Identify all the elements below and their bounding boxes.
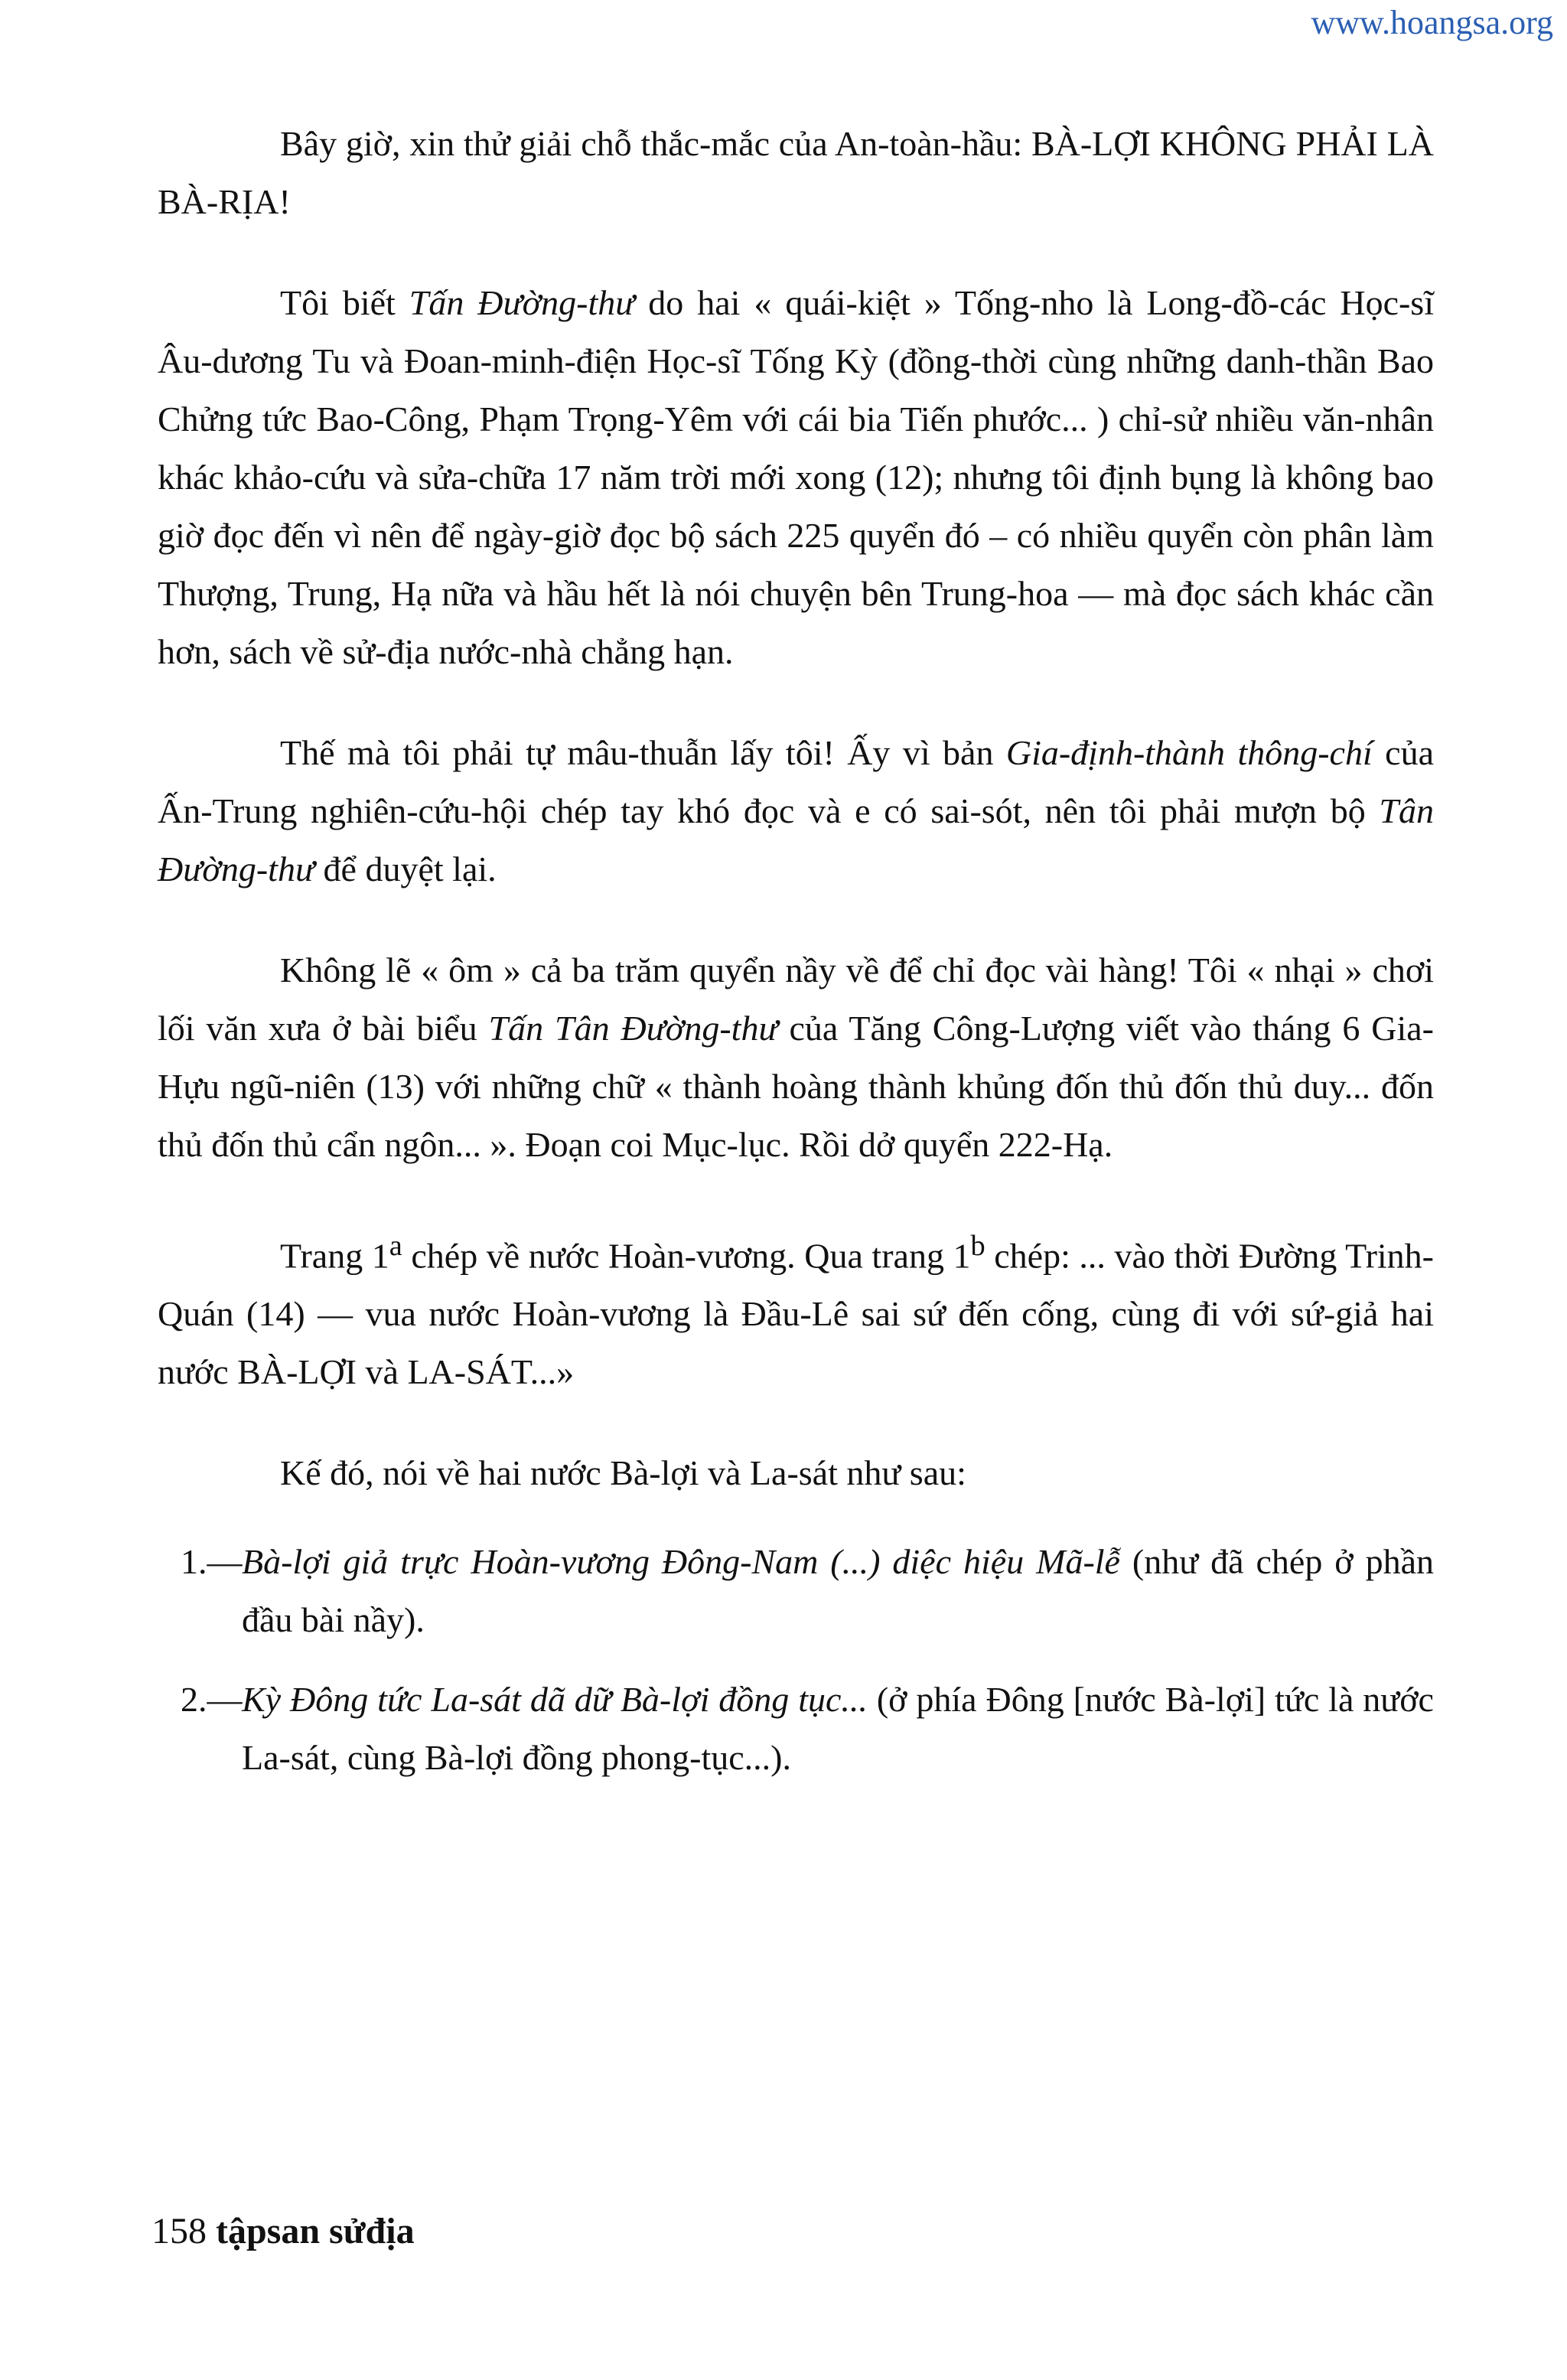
- paragraph-2: [158, 274, 1434, 681]
- book-title-tan-tan-duong-thu: Tấn Tân Đường-thư: [488, 1009, 778, 1048]
- list-item-1: [158, 1533, 1434, 1649]
- paragraph-1: [158, 115, 1434, 231]
- paragraph-6: [158, 1444, 1434, 1502]
- paragraph-5: [158, 1217, 1434, 1401]
- paragraph-4: [158, 941, 1434, 1174]
- website-url[interactable]: www.hoangsa.org: [1311, 4, 1553, 41]
- paragraph-3: [158, 724, 1434, 898]
- journal-name: tậpsan sửđịa: [216, 2211, 415, 2251]
- book-title-gia-dinh-thanh: Gia-định-thành thông-chí: [1005, 733, 1373, 772]
- paragraph-3-text-a: Thế mà tôi phải tự mâu-thuẫn lấy tôi! Ấy vì bản: [280, 733, 1006, 772]
- paragraph-1-text: Bây giờ, xin thử giải chỗ thắc-mắc của An-toàn-hầu: BÀ-LỢI KHÔNG PHẢI LÀ BÀ-RỊA!: [158, 124, 1434, 221]
- list-item-2-number: 2.—: [181, 1680, 243, 1720]
- paragraph-3-text-c: của Ấn-Trung nghiên-cứu-hội chép tay khó đọc và e có sai-sót, nên tôi phải mượn bộ: [158, 733, 1435, 830]
- body-text: [158, 115, 1434, 1787]
- paragraph-3-text-e: để duyệt lại.: [314, 849, 497, 888]
- paragraph-5-text-a: Trang 1: [280, 1236, 389, 1276]
- list-item-2: [158, 1671, 1434, 1787]
- book-title-tan-duong-thu-2: Tân Đường-thư: [158, 791, 1434, 888]
- paragraph-2-text-a: Tôi biết: [280, 283, 409, 322]
- paragraph-5-text-b: chép về nước Hoàn-vương. Qua trang 1: [402, 1236, 971, 1276]
- paragraph-6-text: Kế đó, nói về hai nước Bà-lợi và La-sát như sau:: [280, 1453, 966, 1493]
- paragraph-4-text-a: Không lẽ « ôm » cả ba trăm quyển nầy về để chỉ đọc vài hàng! Tôi « nhại » chơi lối văn xưa ở bài biểu: [158, 950, 1434, 1048]
- list-item-2-text: (ở phía Đông [nước Bà-lợi] tức là nước La-sát, cùng Bà-lợi đồng phong-tục...).: [242, 1680, 1434, 1778]
- paragraph-2-text-c: do hai « quái-kiệt » Tống-nho là Long-đồ-các Học-sĩ Âu-dương Tu và Đoan-minh-điện Học-sĩ Tống Kỳ (đồng-thời cùng những danh-thần Bao Chửng tức Bao-Công, Phạm Trọng-Yêm với cái bia Tiến phước... ) chỉ-sử nhiều văn-nhân khác khảo-cứu và sửa-chữa 17 năm trời mới xong (12); nhưng tôi định bụng là không bao giờ đọc đến vì nên để ngày-giờ đọc bộ sách 225 quyển đó – có nhiều quyển còn phân làm Thượng, Trung, Hạ nữa và hầu hết là nói chuyện bên Trung-hoa — mà đọc sách khác cần hơn, sách về sử-địa nước-nhà chẳng hạn.: [158, 283, 1434, 671]
- paragraph-5-text-c: chép: ... vào thời Đường Trinh-Quán (14) — vua nước Hoàn-vương là Đầu-Lê sai sứ đến cống, cùng đi với sứ-giả hai nước BÀ-LỢI và LA-SÁT...»: [158, 1236, 1434, 1392]
- page-footer: [151, 2210, 415, 2252]
- list-item-2-quote: Kỳ Đông tức La-sát dã dữ Bà-lợi đồng tục...: [242, 1680, 868, 1720]
- list-item-1-text: (như đã chép ở phần đầu bài nầy).: [242, 1542, 1434, 1640]
- paragraph-4-text-c: của Tăng Công-Lượng viết vào tháng 6 Gia-Hựu ngũ-niên (13) với những chữ « thành hoàng thành khủng đốn thủ đốn thủ duy... đốn thủ đốn thủ cẩn ngôn... ». Đoạn coi Mục-lục. Rồi dở quyển 222-Hạ.: [158, 1009, 1434, 1164]
- list-item-1-number: 1.—: [181, 1542, 243, 1582]
- page-number: 158: [151, 2211, 207, 2251]
- list-item-1-quote: Bà-lợi giả trực Hoàn-vương Đông-Nam (...) diệc hiệu Mã-lễ: [242, 1542, 1120, 1582]
- page-superscript-a: a: [389, 1230, 402, 1262]
- page-superscript-b: b: [970, 1230, 985, 1262]
- book-title-tan-duong-thu: Tấn Đường-thư: [409, 283, 635, 322]
